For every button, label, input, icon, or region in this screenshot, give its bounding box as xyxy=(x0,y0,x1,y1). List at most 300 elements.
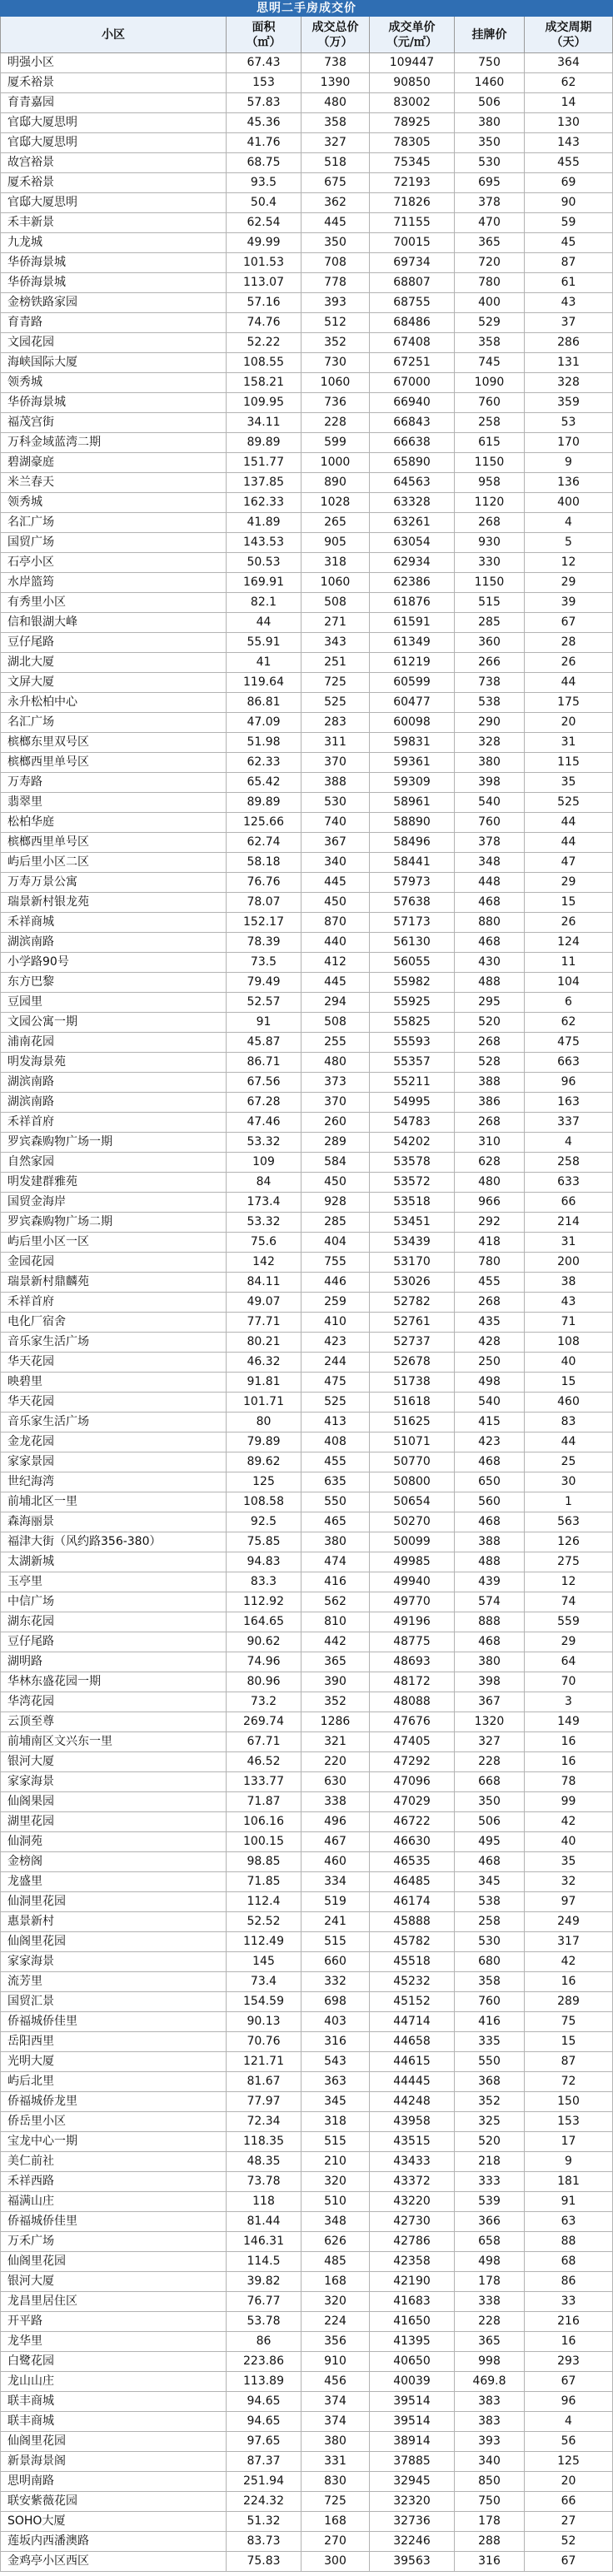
table-body xyxy=(0,53,613,2572)
community-cell: 福满山庄 xyxy=(0,2192,227,2212)
unit-price-cell: 37885 xyxy=(370,2452,455,2472)
community-cell: 侨福城侨佳里 xyxy=(0,2012,227,2032)
table-row xyxy=(0,933,613,953)
community-cell: 小学路90号 xyxy=(0,953,227,973)
community-cell: 音乐家生活广场 xyxy=(0,1413,227,1432)
table-row xyxy=(0,1333,613,1353)
area-cell: 112.4 xyxy=(227,1892,302,1912)
community-cell: 仙阁果园 xyxy=(0,1792,227,1812)
deal-cycle-cell: 175 xyxy=(525,693,613,713)
total-price-cell: 630 xyxy=(302,1772,370,1792)
table-row xyxy=(0,73,613,93)
table-row xyxy=(0,1353,613,1373)
listing-price-cell: 380 xyxy=(455,113,525,133)
total-price-cell: 260 xyxy=(302,1113,370,1133)
area-cell: 224.32 xyxy=(227,2492,302,2512)
deal-cycle-cell: 83 xyxy=(525,1413,613,1432)
listing-price-cell: 290 xyxy=(455,713,525,733)
unit-price-cell: 90850 xyxy=(370,73,455,93)
deal-cycle-cell: 131 xyxy=(525,353,613,373)
total-price-cell: 778 xyxy=(302,273,370,293)
header-unit-price-label: 成交单价 xyxy=(388,20,436,34)
area-cell: 51.98 xyxy=(227,733,302,753)
area-cell: 113.89 xyxy=(227,2372,302,2392)
deal-cycle-cell: 62 xyxy=(525,1013,613,1033)
total-price-cell: 348 xyxy=(302,2212,370,2232)
unit-price-cell: 62934 xyxy=(370,553,455,573)
unit-price-cell: 60477 xyxy=(370,693,455,713)
community-cell: 禾祥首府 xyxy=(0,1113,227,1133)
deal-cycle-cell: 44 xyxy=(525,813,613,833)
listing-price-cell: 285 xyxy=(455,613,525,633)
deal-cycle-cell: 53 xyxy=(525,413,613,433)
total-price-cell: 910 xyxy=(302,2352,370,2372)
community-cell: 信和银湖大峰 xyxy=(0,613,227,633)
community-cell: 玉亭里 xyxy=(0,1572,227,1592)
table-row xyxy=(0,1992,613,2012)
community-cell: 文园花园 xyxy=(0,333,227,353)
total-price-cell: 168 xyxy=(302,2512,370,2532)
deal-cycle-cell: 4 xyxy=(525,2412,613,2432)
table-row xyxy=(0,2072,613,2092)
listing-price-cell: 365 xyxy=(455,2332,525,2352)
deal-cycle-cell: 40 xyxy=(525,1353,613,1373)
deal-cycle-cell: 67 xyxy=(525,2552,613,2572)
total-price-cell: 270 xyxy=(302,2532,370,2552)
listing-price-cell: 539 xyxy=(455,2192,525,2212)
total-price-cell: 300 xyxy=(302,2552,370,2572)
header-listing-price-label: 挂牌价 xyxy=(471,27,507,42)
listing-price-cell: 540 xyxy=(455,1393,525,1413)
area-cell: 83.73 xyxy=(227,2532,302,2552)
listing-price-cell: 365 xyxy=(455,233,525,253)
area-cell: 125.66 xyxy=(227,813,302,833)
total-price-cell: 515 xyxy=(302,1932,370,1952)
area-cell: 90.62 xyxy=(227,1632,302,1652)
table-row xyxy=(0,393,613,413)
table-row xyxy=(0,1672,613,1692)
total-price-cell: 365 xyxy=(302,1652,370,1672)
community-cell: 惠景新村 xyxy=(0,1912,227,1932)
unit-price-cell: 39514 xyxy=(370,2412,455,2432)
header-listing-price xyxy=(455,17,525,53)
listing-price-cell: 428 xyxy=(455,1333,525,1353)
unit-price-cell: 55593 xyxy=(370,1033,455,1053)
listing-price-cell: 470 xyxy=(455,213,525,233)
deal-cycle-cell: 400 xyxy=(525,493,613,513)
unit-price-cell: 50270 xyxy=(370,1512,455,1532)
table-row xyxy=(0,2052,613,2072)
community-cell: 翡翠里 xyxy=(0,793,227,813)
area-cell: 67.43 xyxy=(227,53,302,73)
community-cell: 龙昌里居住区 xyxy=(0,2292,227,2312)
unit-price-cell: 43433 xyxy=(370,2152,455,2172)
deal-cycle-cell: 44 xyxy=(525,1432,613,1452)
table-row xyxy=(0,2232,613,2252)
listing-price-cell: 540 xyxy=(455,793,525,813)
area-cell: 68.75 xyxy=(227,153,302,173)
total-price-cell: 255 xyxy=(302,1033,370,1053)
deal-cycle-cell: 39 xyxy=(525,593,613,613)
community-cell: 湖北大厦 xyxy=(0,653,227,673)
listing-price-cell: 310 xyxy=(455,1133,525,1153)
table-row xyxy=(0,2492,613,2512)
table-row xyxy=(0,1073,613,1093)
listing-price-cell: 615 xyxy=(455,433,525,453)
deal-cycle-cell: 87 xyxy=(525,2052,613,2072)
table-row xyxy=(0,373,613,393)
table-row xyxy=(0,1852,613,1872)
table-row xyxy=(0,253,613,273)
area-cell: 55.91 xyxy=(227,633,302,653)
header-total-price xyxy=(302,17,370,53)
listing-price-cell: 327 xyxy=(455,1732,525,1752)
table-row xyxy=(0,2312,613,2332)
total-price-cell: 445 xyxy=(302,973,370,993)
unit-price-cell: 42786 xyxy=(370,2232,455,2252)
area-cell: 78.07 xyxy=(227,893,302,913)
area-cell: 100.15 xyxy=(227,1832,302,1852)
total-price-cell: 259 xyxy=(302,1293,370,1313)
unit-price-cell: 42730 xyxy=(370,2212,455,2232)
area-cell: 118.35 xyxy=(227,2132,302,2152)
unit-price-cell: 63328 xyxy=(370,493,455,513)
table-row xyxy=(0,2552,613,2572)
table-row xyxy=(0,573,613,593)
listing-price-cell: 218 xyxy=(455,2152,525,2172)
total-price-cell: 388 xyxy=(302,773,370,793)
deal-cycle-cell: 6 xyxy=(525,993,613,1013)
table-row xyxy=(0,1293,613,1313)
unit-price-cell: 45232 xyxy=(370,1972,455,1992)
unit-price-cell: 69734 xyxy=(370,253,455,273)
community-cell: 豆园里 xyxy=(0,993,227,1013)
deal-cycle-cell: 475 xyxy=(525,1033,613,1053)
unit-price-cell: 41395 xyxy=(370,2332,455,2352)
deal-cycle-cell: 337 xyxy=(525,1113,613,1133)
deal-cycle-cell: 78 xyxy=(525,1772,613,1792)
unit-price-cell: 46722 xyxy=(370,1812,455,1832)
listing-price-cell: 288 xyxy=(455,2532,525,2552)
unit-price-cell: 49770 xyxy=(370,1592,455,1612)
community-cell: 映碧里 xyxy=(0,1373,227,1393)
total-price-cell: 224 xyxy=(302,2312,370,2332)
area-cell: 86.71 xyxy=(227,1053,302,1073)
listing-price-cell: 345 xyxy=(455,1872,525,1892)
total-price-cell: 870 xyxy=(302,913,370,933)
unit-price-cell: 66843 xyxy=(370,413,455,433)
unit-price-cell: 42190 xyxy=(370,2272,455,2292)
header-unit-price xyxy=(370,17,455,53)
community-cell: 太湖新城 xyxy=(0,1552,227,1572)
listing-price-cell: 780 xyxy=(455,273,525,293)
table-row xyxy=(0,2452,613,2472)
listing-price-cell: 295 xyxy=(455,993,525,1013)
table-row xyxy=(0,2472,613,2492)
unit-price-cell: 50770 xyxy=(370,1452,455,1472)
deal-cycle-cell: 149 xyxy=(525,1712,613,1732)
deal-cycle-cell: 45 xyxy=(525,233,613,253)
deal-cycle-cell: 74 xyxy=(525,1592,613,1612)
deal-cycle-cell: 99 xyxy=(525,1792,613,1812)
total-price-cell: 496 xyxy=(302,1812,370,1832)
area-cell: 142 xyxy=(227,1253,302,1273)
area-cell: 101.53 xyxy=(227,253,302,273)
area-cell: 92.5 xyxy=(227,1512,302,1532)
listing-price-cell: 178 xyxy=(455,2272,525,2292)
total-price-cell: 905 xyxy=(302,533,370,553)
table-row xyxy=(0,53,613,73)
area-cell: 72.34 xyxy=(227,2112,302,2132)
community-cell: 华湾花园 xyxy=(0,1692,227,1712)
deal-cycle-cell: 16 xyxy=(525,2332,613,2352)
area-cell: 41.76 xyxy=(227,133,302,153)
total-price-cell: 515 xyxy=(302,2132,370,2152)
area-cell: 113.07 xyxy=(227,273,302,293)
community-cell: 明发建群雅苑 xyxy=(0,1173,227,1193)
unit-price-cell: 53170 xyxy=(370,1253,455,1273)
listing-price-cell: 393 xyxy=(455,2432,525,2452)
listing-price-cell: 423 xyxy=(455,1432,525,1452)
area-cell: 75.6 xyxy=(227,1233,302,1253)
area-cell: 164.65 xyxy=(227,1612,302,1632)
area-cell: 90.13 xyxy=(227,2012,302,2032)
area-cell: 152.17 xyxy=(227,913,302,933)
header-deal-cycle xyxy=(525,17,613,53)
unit-price-cell: 54202 xyxy=(370,1133,455,1153)
unit-price-cell: 32320 xyxy=(370,2492,455,2512)
table-row xyxy=(0,1612,613,1632)
total-price-cell: 440 xyxy=(302,933,370,953)
unit-price-cell: 50800 xyxy=(370,1472,455,1492)
community-cell: 文屏大厦 xyxy=(0,673,227,693)
total-price-cell: 374 xyxy=(302,2412,370,2432)
total-price-cell: 251 xyxy=(302,653,370,673)
total-price-cell: 410 xyxy=(302,1313,370,1333)
community-cell: 开平路 xyxy=(0,2312,227,2332)
table-row xyxy=(0,353,613,373)
listing-price-cell: 383 xyxy=(455,2412,525,2432)
table-row xyxy=(0,1432,613,1452)
listing-price-cell: 228 xyxy=(455,1752,525,1772)
community-cell: 福津大街（风约路356-380） xyxy=(0,1532,227,1552)
table-row xyxy=(0,913,613,933)
total-price-cell: 352 xyxy=(302,1692,370,1712)
total-price-cell: 450 xyxy=(302,893,370,913)
total-price-cell: 467 xyxy=(302,1832,370,1852)
total-price-cell: 480 xyxy=(302,93,370,113)
table-row xyxy=(0,2152,613,2172)
area-cell: 133.77 xyxy=(227,1772,302,1792)
community-cell: 仙阁里花园 xyxy=(0,2432,227,2452)
table-row xyxy=(0,293,613,313)
community-cell: 美仁前社 xyxy=(0,2152,227,2172)
area-cell: 73.78 xyxy=(227,2172,302,2192)
deal-cycle-cell: 72 xyxy=(525,2072,613,2092)
table-row xyxy=(0,633,613,653)
area-cell: 74.76 xyxy=(227,313,302,333)
unit-price-cell: 75345 xyxy=(370,153,455,173)
area-cell: 97.65 xyxy=(227,2432,302,2452)
unit-price-cell: 44615 xyxy=(370,2052,455,2072)
table-row xyxy=(0,1912,613,1932)
deal-cycle-cell: 86 xyxy=(525,2272,613,2292)
deal-cycle-cell: 29 xyxy=(525,1632,613,1652)
table-row xyxy=(0,1113,613,1133)
community-cell: 槟榔西里单号区 xyxy=(0,753,227,773)
total-price-cell: 1028 xyxy=(302,493,370,513)
total-price-cell: 480 xyxy=(302,1053,370,1073)
unit-price-cell: 52782 xyxy=(370,1293,455,1313)
area-cell: 84 xyxy=(227,1173,302,1193)
listing-price-cell: 468 xyxy=(455,1452,525,1472)
listing-price-cell: 468 xyxy=(455,893,525,913)
listing-price-cell: 760 xyxy=(455,393,525,413)
deal-cycle-cell: 29 xyxy=(525,573,613,593)
listing-price-cell: 348 xyxy=(455,853,525,873)
listing-price-cell: 538 xyxy=(455,1892,525,1912)
unit-price-cell: 52678 xyxy=(370,1353,455,1373)
community-cell: 侨岳里小区 xyxy=(0,2112,227,2132)
deal-cycle-cell: 12 xyxy=(525,1572,613,1592)
area-cell: 53.78 xyxy=(227,2312,302,2332)
listing-price-cell: 850 xyxy=(455,2472,525,2492)
table-row xyxy=(0,2192,613,2212)
community-cell: 罗宾森购物广场二期 xyxy=(0,1213,227,1233)
area-cell: 109 xyxy=(227,1153,302,1173)
table-row xyxy=(0,1812,613,1832)
unit-price-cell: 67408 xyxy=(370,333,455,353)
table-row xyxy=(0,813,613,833)
unit-price-cell: 50654 xyxy=(370,1492,455,1512)
listing-price-cell: 650 xyxy=(455,1472,525,1492)
listing-price-cell: 378 xyxy=(455,833,525,853)
unit-price-cell: 64563 xyxy=(370,473,455,493)
area-cell: 94.65 xyxy=(227,2412,302,2432)
unit-price-cell: 58496 xyxy=(370,833,455,853)
community-cell: 禾祥西路 xyxy=(0,2172,227,2192)
unit-price-cell: 71155 xyxy=(370,213,455,233)
listing-price-cell: 388 xyxy=(455,1532,525,1552)
area-cell: 80.96 xyxy=(227,1672,302,1692)
unit-price-cell: 43515 xyxy=(370,2132,455,2152)
total-price-cell: 340 xyxy=(302,853,370,873)
table-row xyxy=(0,133,613,153)
total-price-cell: 485 xyxy=(302,2252,370,2272)
deal-cycle-cell: 15 xyxy=(525,893,613,913)
total-price-cell: 327 xyxy=(302,133,370,153)
deal-cycle-cell: 130 xyxy=(525,113,613,133)
total-price-cell: 311 xyxy=(302,733,370,753)
table-row xyxy=(0,113,613,133)
deal-cycle-cell: 27 xyxy=(525,2512,613,2532)
listing-price-cell: 550 xyxy=(455,2052,525,2072)
listing-price-cell: 574 xyxy=(455,1592,525,1612)
community-cell: 国贸广场 xyxy=(0,533,227,553)
table-row xyxy=(0,233,613,253)
deal-cycle-cell: 9 xyxy=(525,2152,613,2172)
community-cell: 屿后北里 xyxy=(0,2072,227,2092)
listing-price-cell: 1120 xyxy=(455,493,525,513)
deal-cycle-cell: 216 xyxy=(525,2312,613,2332)
unit-price-cell: 48775 xyxy=(370,1632,455,1652)
total-price-cell: 404 xyxy=(302,1233,370,1253)
community-cell: 禾丰新景 xyxy=(0,213,227,233)
community-cell: 流芳里 xyxy=(0,1972,227,1992)
total-price-cell: 294 xyxy=(302,993,370,1013)
deal-cycle-cell: 44 xyxy=(525,673,613,693)
table-row xyxy=(0,973,613,993)
deal-cycle-cell: 26 xyxy=(525,913,613,933)
deal-cycle-cell: 61 xyxy=(525,273,613,293)
table-row xyxy=(0,693,613,713)
area-cell: 76.76 xyxy=(227,873,302,893)
header-area-label: 面积 xyxy=(252,20,276,34)
deal-cycle-cell: 71 xyxy=(525,1313,613,1333)
unit-price-cell: 45152 xyxy=(370,1992,455,2012)
unit-price-cell: 51738 xyxy=(370,1373,455,1393)
listing-price-cell: 316 xyxy=(455,2552,525,2572)
community-cell: 明发海景苑 xyxy=(0,1053,227,1073)
area-cell: 44 xyxy=(227,613,302,633)
total-price-cell: 460 xyxy=(302,1852,370,1872)
area-cell: 62.74 xyxy=(227,833,302,853)
area-cell: 77.71 xyxy=(227,1313,302,1333)
deal-cycle-cell: 559 xyxy=(525,1612,613,1632)
unit-price-cell: 59309 xyxy=(370,773,455,793)
deal-cycle-cell: 124 xyxy=(525,933,613,953)
area-cell: 106.16 xyxy=(227,1812,302,1832)
total-price-cell: 370 xyxy=(302,753,370,773)
listing-price-cell: 448 xyxy=(455,873,525,893)
unit-price-cell: 53026 xyxy=(370,1273,455,1293)
deal-cycle-cell: 12 xyxy=(525,553,613,573)
total-price-cell: 928 xyxy=(302,1193,370,1213)
area-cell: 39.82 xyxy=(227,2272,302,2292)
deal-cycle-cell: 35 xyxy=(525,773,613,793)
community-cell: 槟榔西里单号区 xyxy=(0,833,227,853)
community-cell: 湖东花园 xyxy=(0,1612,227,1632)
table-row xyxy=(0,273,613,293)
area-cell: 173.4 xyxy=(227,1193,302,1213)
community-cell: 屿后里小区二区 xyxy=(0,853,227,873)
community-cell: 中信广场 xyxy=(0,1592,227,1612)
unit-price-cell: 71826 xyxy=(370,193,455,213)
listing-price-cell: 383 xyxy=(455,2392,525,2412)
deal-cycle-cell: 328 xyxy=(525,373,613,393)
listing-price-cell: 469.8 xyxy=(455,2372,525,2392)
community-cell: 金榜阁 xyxy=(0,1852,227,1872)
deal-cycle-cell: 38 xyxy=(525,1273,613,1293)
deal-cycle-cell: 20 xyxy=(525,713,613,733)
deal-cycle-cell: 181 xyxy=(525,2172,613,2192)
listing-price-cell: 430 xyxy=(455,953,525,973)
deal-cycle-cell: 59 xyxy=(525,213,613,233)
area-cell: 87.37 xyxy=(227,2452,302,2472)
community-cell: 电化厂宿舍 xyxy=(0,1313,227,1333)
listing-price-cell: 720 xyxy=(455,253,525,273)
table-row xyxy=(0,1952,613,1972)
total-price-cell: 271 xyxy=(302,613,370,633)
community-cell: 世纪海湾 xyxy=(0,1472,227,1492)
total-price-cell: 725 xyxy=(302,673,370,693)
total-price-cell: 635 xyxy=(302,1472,370,1492)
community-cell: 罗宾森购物广场一期 xyxy=(0,1133,227,1153)
total-price-cell: 1060 xyxy=(302,573,370,593)
community-cell: 宝龙中心一期 xyxy=(0,2132,227,2152)
total-price-cell: 1060 xyxy=(302,373,370,393)
area-cell: 125 xyxy=(227,1472,302,1492)
